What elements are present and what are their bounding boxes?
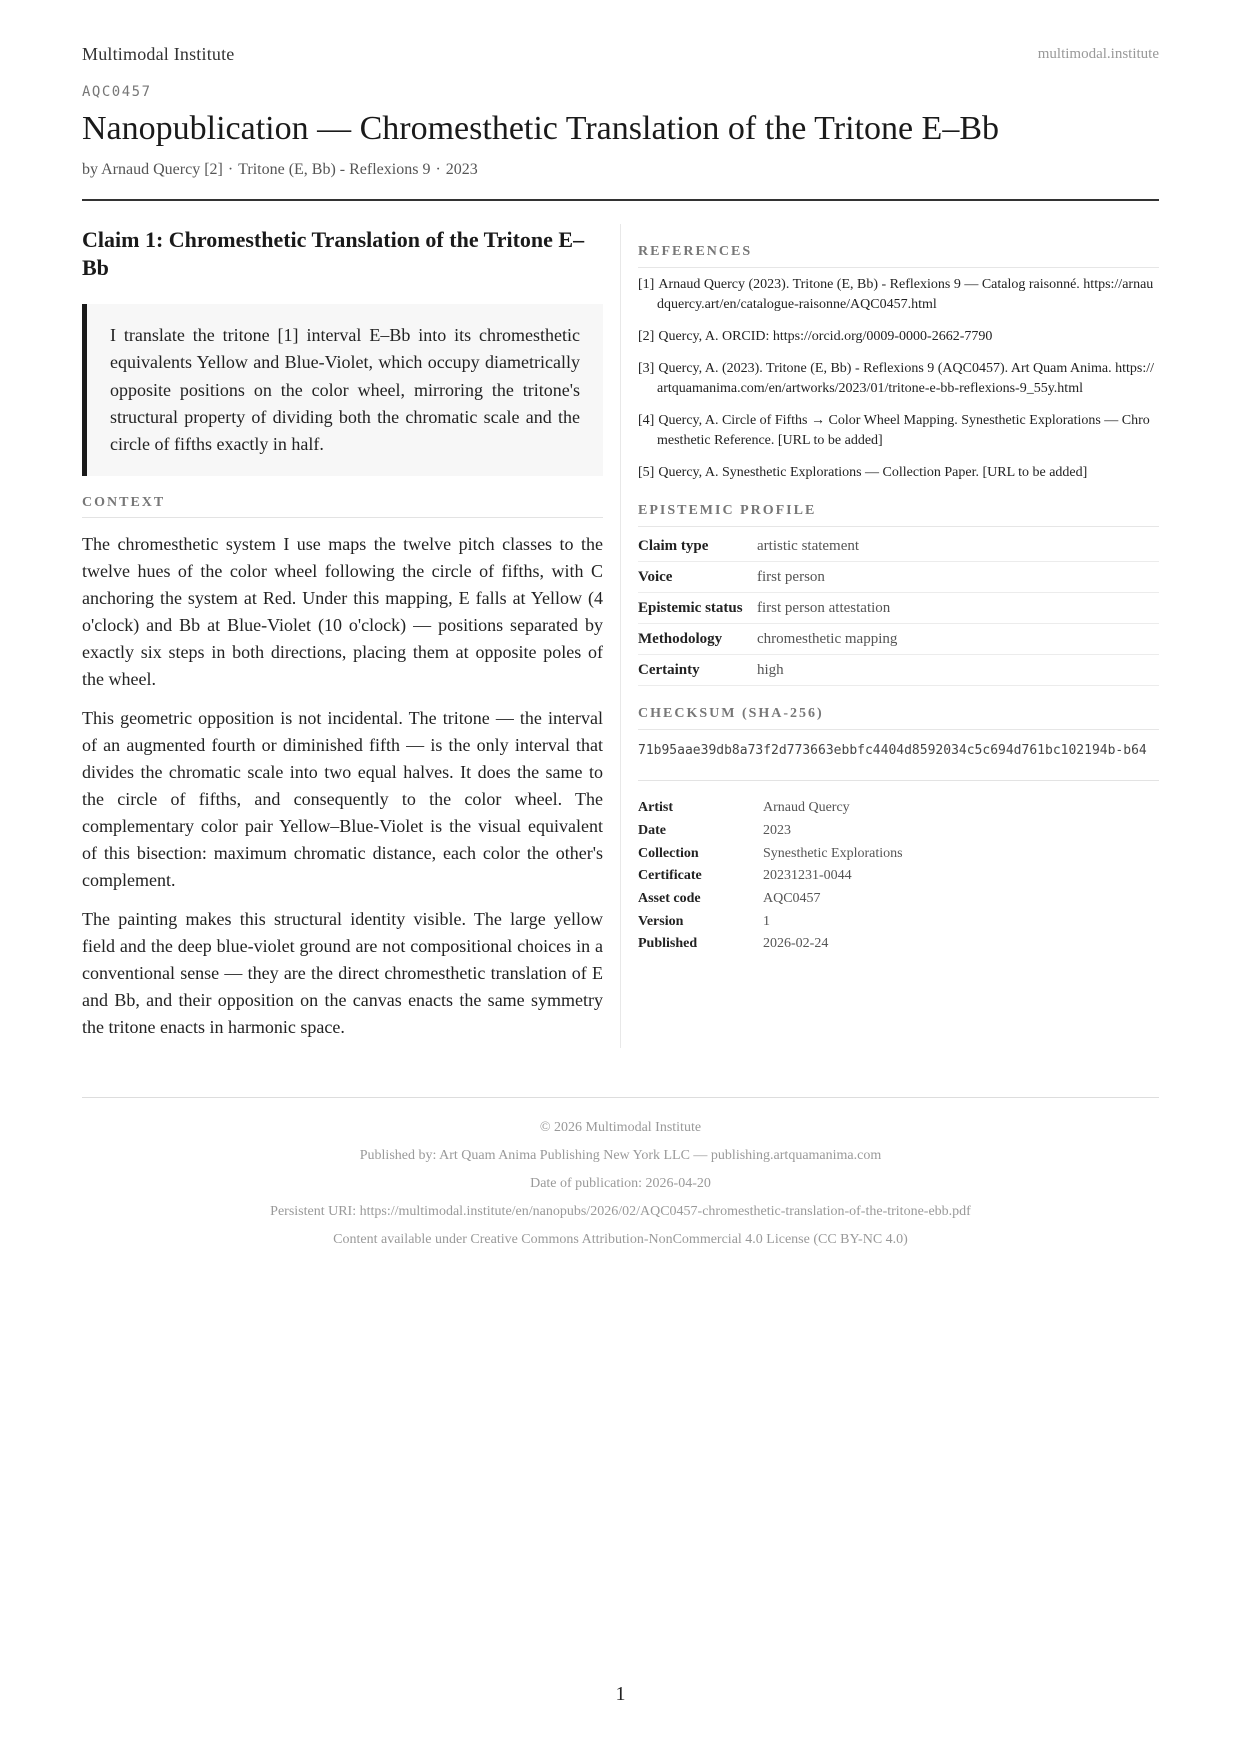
footer-license: Content available under Creative Commons Attribution-NonCommercial 4.0 License (CC BY-NC 4.0) [333, 1232, 908, 1247]
metadata-label: Date [638, 823, 666, 839]
metadata-row [638, 865, 1159, 888]
context-paragraph: The painting makes this structural identity visible. The large yellow field and the deep blue-violet ground are not compositional choices in a conventional sense — they are the direct chromesthetic translation of E and Bb, and their opposition on the canvas enacts the same symmetry the tritone enacts in harmonic space. [82, 909, 603, 1038]
asset-id: AQC0457 [82, 84, 152, 100]
institute-site-link[interactable]: multimodal.institute [1037, 46, 1159, 62]
reference-text[interactable]: Arnaud Quercy (2023). Tritone (E, Bb) - Reflexions 9 — Catalog raisonné. https://arnaudquercy.art/en/catalogue-raisonne/AQC0457.html [657, 277, 1154, 312]
footer-publisher: Published by: Art Quam Anima Publishing New York LLC — publishing.artquamanima.com [359, 1148, 882, 1163]
metadata-row [638, 888, 1159, 911]
epistemic-value: first person [757, 568, 825, 585]
metadata-value: Arnaud Quercy [763, 800, 850, 816]
byline [82, 161, 478, 179]
reference-item [638, 359, 1159, 399]
claim-text: I translate the tritone [1] interval E–Bb into its chromesthetic equivalents Yellow and Blue-Violet, which occupy diametrically opposite positions on the color wheel, mirroring the tritone's structural property of dividing both the chromatic scale and the circle of fifths exactly in half. [110, 325, 580, 455]
footer-publication-date: Date of publication: 2026-04-20 [530, 1176, 711, 1191]
reference-item [638, 275, 1159, 315]
epistemic-label: Certainty [638, 661, 700, 678]
metadata-table [638, 797, 1159, 956]
epistemic-row [638, 593, 1159, 624]
institute-name: Multimodal Institute [82, 44, 235, 64]
epistemic-profile-table [638, 531, 1159, 686]
metadata-label: Version [638, 913, 684, 929]
metadata-value: 2026-02-24 [763, 936, 829, 952]
metadata-value: 1 [763, 913, 770, 929]
metadata-row [638, 797, 1159, 820]
footer-divider [82, 1097, 1159, 1098]
metadata-row [638, 820, 1159, 843]
reference-item [638, 327, 1159, 347]
metadata-value: 2023 [763, 823, 791, 839]
page-title: Nanopublication — Chromesthetic Translation of the Tritone E–Bb [82, 110, 1000, 147]
references-heading: REFERENCES [638, 244, 1159, 268]
column-divider [620, 224, 621, 1048]
reference-number: [5] [638, 465, 655, 480]
epistemic-value: artistic statement [757, 537, 860, 554]
metadata-value: Synesthetic Explorations [763, 845, 903, 861]
reference-number: [1] [638, 277, 655, 292]
checksum-value: 71b95aae39db8a73f2d773663ebbfc4404d8592034c5c694d761bc102194b-b64 [638, 741, 1159, 781]
epistemic-value: high [757, 661, 784, 678]
byline-author: by Arnaud Quercy [2] [82, 161, 223, 178]
metadata-label: Collection [638, 845, 699, 861]
context-paragraph: This geometric opposition is not incidental. The tritone — the interval of an augmented fourth or diminished fifth — is the only interval that divides the chromatic scale into two equal halves. It does the same to the circle of fifths, and consequently to the color wheel. The complementary color pair Yellow–Blue-Violet is the visual equivalent of this bisection: maximum chromatic distance, each color the other's complement. [82, 708, 603, 891]
footer-copyright: © 2026 Multimodal Institute [539, 1120, 702, 1135]
epistemic-label: Methodology [638, 630, 723, 647]
reference-item [638, 411, 1159, 451]
context-paragraph: The chromesthetic system I use maps the twelve pitch classes to the twelve hues of the color wheel following the circle of fifths, with C anchoring the system at Red. Under this mapping, E falls at Yellow (4 o'clock) and Bb at Blue-Violet (10 o'clock) — positions separated by exactly six steps in both directions, placing them at opposite poles of the wheel. [82, 534, 603, 690]
reference-number: [3] [638, 361, 655, 376]
epistemic-row [638, 624, 1159, 655]
reference-text[interactable]: Quercy, A. ORCID: https://orcid.org/0009-0000-2662-7790 [658, 329, 993, 344]
context-heading: CONTEXT [82, 495, 603, 518]
reference-number: [2] [638, 329, 655, 344]
metadata-value: AQC0457 [763, 891, 821, 907]
metadata-value: 20231231-0044 [763, 868, 852, 884]
footer-persistent-uri[interactable]: Persistent URI: https://multimodal.institute/en/nanopubs/2026/02/AQC0457-chromesthetic-translation-of-the-tritone-ebb.pdf [270, 1204, 971, 1219]
reference-text[interactable]: Quercy, A. (2023). Tritone (E, Bb) - Reflexions 9 (AQC0457). Art Quam Anima. https://artquamanima.com/en/artworks/2023/01/tritone-e-bb-reflexions-9_55y.html [657, 361, 1154, 396]
metadata-row [638, 842, 1159, 865]
checksum-heading: CHECKSUM (SHA-256) [638, 706, 1159, 730]
reference-number: [4] [638, 413, 655, 428]
page-number: 1 [615, 1683, 626, 1705]
byline-separator: · [435, 161, 441, 178]
epistemic-label: Claim type [638, 537, 709, 554]
epistemic-value: first person attestation [757, 599, 891, 616]
epistemic-value: chromesthetic mapping [757, 630, 898, 647]
header-divider [82, 199, 1159, 201]
metadata-row [638, 910, 1159, 933]
reference-text: Quercy, A. Circle of Fifths → Color Wheel Mapping. Synesthetic Explorations — Chromesthetic Reference. [URL to be added] [657, 413, 1150, 448]
epistemic-row [638, 531, 1159, 562]
metadata-row [638, 933, 1159, 956]
metadata-label: Artist [638, 800, 673, 816]
page-header [82, 44, 1159, 68]
byline-separator: · [227, 161, 234, 178]
epistemic-row [638, 562, 1159, 593]
metadata-label: Certificate [638, 868, 702, 884]
sidebar-column [638, 244, 1159, 956]
epistemic-label: Voice [638, 568, 673, 585]
epistemic-label: Epistemic status [638, 599, 743, 616]
reference-item [638, 463, 1159, 483]
metadata-label: Published [638, 936, 698, 952]
metadata-label: Asset code [638, 891, 701, 907]
references-list [638, 275, 1159, 483]
page-footer [82, 1114, 1159, 1254]
epistemic-row [638, 655, 1159, 686]
claim-blockquote [82, 304, 603, 476]
main-column [82, 226, 603, 1041]
reference-text: Quercy, A. Synesthetic Explorations — Collection Paper. [URL to be added] [658, 465, 1088, 480]
claim-title: Claim 1: Chromesthetic Translation of the Tritone E–Bb [82, 227, 585, 280]
epistemic-profile-heading: EPISTEMIC PROFILE [638, 503, 1159, 527]
byline-work: Tritone (E, Bb) - Reflexions 9 [238, 161, 431, 178]
byline-year: 2023 [445, 161, 478, 178]
